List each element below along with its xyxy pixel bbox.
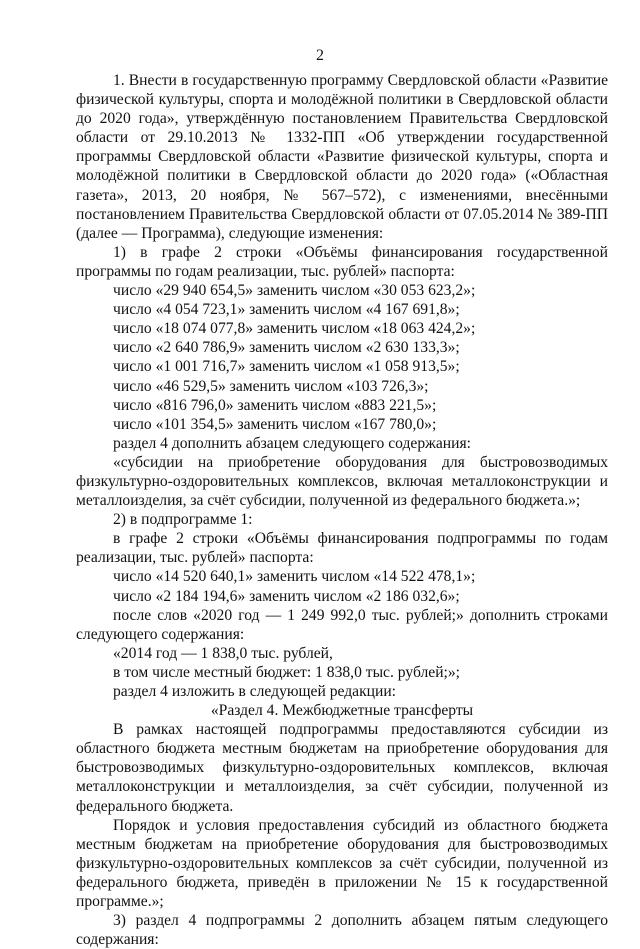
instruction-line: раздел 4 изложить в следующей редакции: [113, 683, 397, 700]
replacement-line: число «14 520 640,1» заменить числом «14 522 478,1»; [113, 568, 476, 586]
replacement-line: число «4 054 723,1» заменить числом «4 167 691,8»; [113, 301, 460, 319]
section-heading: «Раздел 4. Межбюджетные трансферты [210, 702, 474, 720]
paragraph-item-1-1: 1) в графе 2 строки «Объёмы финансирования государственной программы по годам реализации, тыс. рублей» паспорта: [76, 243, 608, 280]
replacement-line: число «1 001 716,7» заменить числом «1 058 913,5»; [113, 358, 460, 376]
replacement-line: число «2 184 194,6» заменить числом «2 186 032,6»; [113, 587, 460, 605]
quoted-line: в том числе местный бюджет: 1 838,0 тыс. рублей;»; [113, 663, 461, 681]
instruction-line: после слов «2020 год — 1 249 992,0 тыс. рублей;» дополнить строками следующего содержания: [76, 606, 608, 643]
quoted-line: «2014 год — 1 838,0 тыс. рублей, [113, 644, 333, 662]
replacement-line: число «18 074 077,8» заменить числом «18 063 424,2»; [113, 320, 476, 338]
quoted-paragraph: «субсидии на приобретение оборудования для быстровозводимых физкультурно-оздоровительных комплексов, включая металлоконструкции и металлоизделия, за счёт субсидии, полученной из федерального бюджета.»; [76, 453, 608, 510]
section-paragraph: Порядок и условия предоставления субсидий из областного бюджета местным бюджетам на приобретение оборудования для быстровозводимых физкультурно-оздоровительных комплексов за счёт субсидии, полученной из федерального бюджета, приведён в приложении № 15 к государственной программе.»; [76, 816, 608, 911]
page-number: 2 [316, 47, 324, 64]
instruction-line: раздел 4 дополнить абзацем следующего содержания: [113, 434, 472, 452]
replacement-line: число «816 796,0» заменить числом «883 221,5»; [113, 396, 437, 414]
replacement-line: число «2 640 786,9» заменить числом «2 630 133,3»; [113, 339, 460, 357]
replacement-line: число «29 940 654,5» заменить числом «30 053 623,2»; [113, 282, 476, 300]
replacement-line: число «101 354,5» заменить числом «167 780,0»; [113, 415, 437, 433]
replacement-line: число «46 529,5» заменить числом «103 726,3»; [113, 377, 429, 395]
document-body [76, 71, 608, 949]
paragraph-item-1: 1. Внести в государственную программу Свердловской области «Развитие физической культуры, спорта и молодёжной политики в Свердловской области до 2020 года», утверждённую постановлением Правительства Свердловской области от 29.10.2013 № 1332-ПП «Об утверждении государственной программы Свердловской области «Развитие физической культуры, спорта и молодёжной политики в Свердловской области до 2020 года» («Областная газета», 2013, 20 ноября, № 567–572), с изменениями, внесёнными постановлением Правительства Свердловской области от 07.05.2014 № 389-ПП (далее — Программа), следующие изменения: [76, 72, 608, 242]
paragraph-item-2: 2) в подпрограмме 1: [113, 511, 253, 529]
section-paragraph: В рамках настоящей подпрограммы предоставляются субсидии из областного бюджета местным бюджетам на приобретение оборудования для быстровозводимых физкультурно-оздоровительных комплексов, включая металлоконструкции и металлоизделия, за счёт субсидии, полученной из федерального бюджета. [76, 721, 608, 815]
instruction-line: в графе 2 строки «Объёмы финансирования подпрограммы по годам реализации, тыс. рублей» паспорта: [76, 530, 608, 567]
paragraph-item-3: 3) раздел 4 подпрограммы 2 дополнить абзацем пятым следующего содержания: [76, 912, 608, 949]
